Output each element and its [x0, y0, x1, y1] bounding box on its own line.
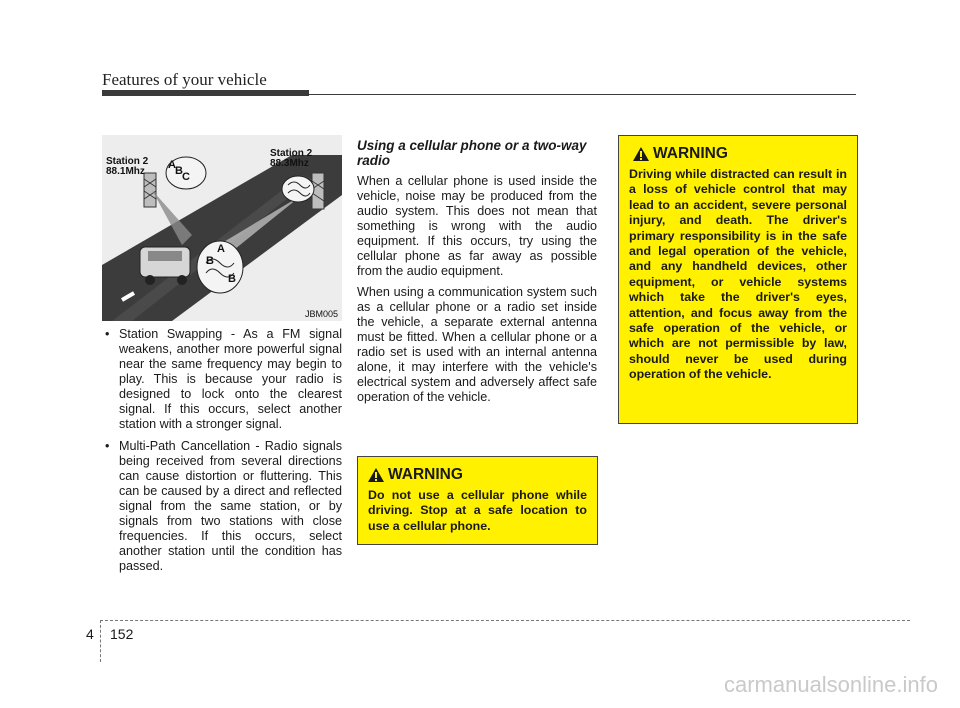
- bullet-dot: •: [105, 439, 110, 453]
- warning-body: Driving while distracted can result in a loss of vehicle control that may lead to an accident, severe personal injury, and death. The driver's primary responsibility is in the safe and legal operation of the vehicle, and any handheld devices, other equipment, or vehicle systems which take the driver's eyes, attention, and focus away from the safe operation of the vehicle, or which are not permissible by law, should never be used during operation of the vehicle.: [629, 167, 847, 382]
- warning-title: WARNING: [653, 145, 728, 162]
- section-heading: Using a cellular phone or a two-way radio: [357, 138, 587, 168]
- signal-letter: B: [228, 273, 236, 285]
- watermark-text: carmanualsonline.info: [723, 672, 938, 697]
- header-bar: [102, 90, 309, 96]
- bullet-text: Station Swapping - As a FM signal weakens, another more powerful signal near the same frequency may begin to play. This is because your radio is designed to lock onto the clearest signal. If this occurs, select another station with a stronger signal.: [119, 327, 342, 431]
- footer-rule: [100, 620, 910, 621]
- footer-page-number: 152: [110, 626, 134, 642]
- bullet-dot: •: [105, 327, 110, 341]
- footer-vertical-rule: [100, 620, 101, 662]
- signal-letter: B: [175, 165, 183, 177]
- signal-letter: A: [217, 243, 225, 255]
- warning-triangle-icon: [633, 147, 649, 161]
- bullet-item: [102, 327, 342, 432]
- cellular-section: [357, 138, 597, 411]
- signal-letter: B: [206, 255, 214, 267]
- warning-title: WARNING: [388, 466, 463, 483]
- section-paragraph: When a cellular phone is used inside the vehicle, noise may be produced from the audio system. This does not mean that something is wrong with the audio equipment. If this occurs, try using the cellular phone as far away as possible from the audio equipment.: [357, 174, 597, 278]
- warning-body: Do not use a cellular phone while driving. Stop at a safe location to use a cellular phone.: [368, 488, 587, 533]
- station-right-frequency: 88.3Mhz: [270, 158, 309, 169]
- signal-letter: A: [168, 159, 176, 171]
- bullet-list: [102, 327, 342, 581]
- radio-reception-illustration: [102, 135, 342, 321]
- header-rule: [309, 94, 856, 95]
- section-paragraph: When using a communication system such as a cellular phone or a radio set inside the vehicle, a separate external antenna must be fitted. When a cellular phone or a radio set is used with an internal antenna alone, it may interfere with the vehicle's electrical system and adversely affect safe operation of the vehicle.: [357, 285, 597, 404]
- warning-box-distraction: [618, 135, 858, 424]
- signal-letter: C: [182, 171, 190, 183]
- station-left-frequency: 88.1Mhz: [106, 166, 145, 177]
- station-left-name: Station 2: [106, 156, 149, 167]
- warning-box-cellular: [357, 456, 598, 545]
- bullet-item: [102, 439, 342, 574]
- figure-code: JBM005: [304, 309, 338, 319]
- warning-triangle-icon: [368, 468, 384, 482]
- footer-chapter-number: 4: [86, 626, 94, 642]
- bullet-text: Multi-Path Cancellation - Radio signals being received from several directions can cause distortion or fluttering. This can be caused by a direct and reflected signal from the same station, or by signals from two stations with close frequencies. If this occurs, select another station until the condition has passed.: [119, 439, 342, 573]
- page-header-title: Features of your vehicle: [102, 70, 267, 89]
- station-right-name: Station 2: [270, 148, 313, 159]
